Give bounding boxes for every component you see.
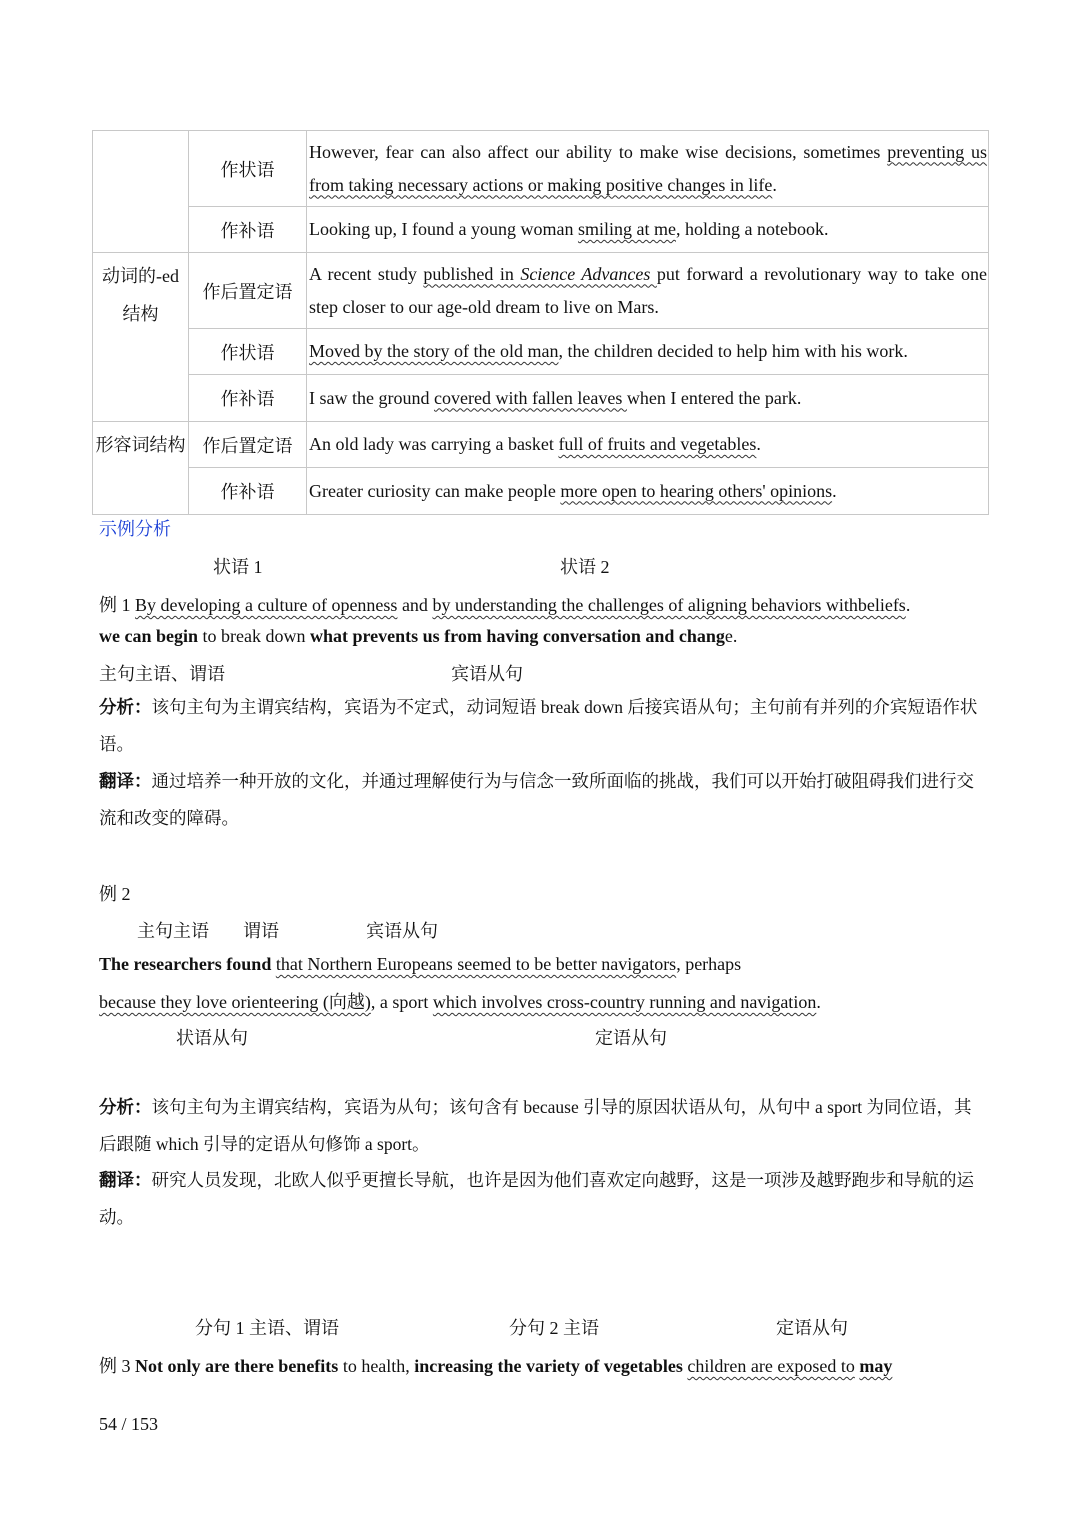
underlined-phrase: Moved by the story of the old man	[309, 341, 559, 361]
example-label: 例 3	[99, 1356, 135, 1376]
translation-text: 通过培养一种开放的文化，并通过理解使行为与信念一致所面临的挑战，我们可以开始打破阻碍我们进行交流和改变的障碍。	[99, 771, 974, 828]
underlined-phrase: Science Advances	[520, 263, 657, 284]
plain-text: , a sport	[370, 992, 433, 1012]
example-cell	[307, 329, 989, 375]
analysis-text: 该句主句为主谓宾结构，宾语为不定式，动词短语 break down 后接宾语从句；主句前有并列的介宾短语作状语。	[99, 697, 978, 754]
underlined-phrase: By developing a culture of openness	[135, 595, 398, 615]
annotation-attributive-clause: 定语从句	[595, 1028, 667, 1048]
annotation-object-clause: 宾语从句	[366, 921, 438, 941]
translation-label: 翻译：	[99, 1170, 152, 1190]
example-2-line-1	[99, 954, 741, 975]
function-cell: 作后置定语	[189, 422, 307, 468]
analysis-label: 分析：	[99, 1097, 152, 1117]
plain-text: , perhaps	[676, 954, 742, 974]
example-1-translation	[99, 763, 984, 837]
annotation-attributive-clause: 定语从句	[776, 1318, 848, 1338]
table-row	[93, 131, 989, 207]
category-cell	[93, 131, 189, 253]
example-text: .	[756, 434, 761, 454]
connector-text: and	[397, 595, 433, 615]
example-1-line-1	[99, 591, 910, 617]
example-2-title: 例 2	[99, 884, 131, 904]
example-cell	[307, 468, 989, 515]
bold-phrase: we can begin	[99, 626, 198, 646]
function-cell: 作状语	[189, 131, 307, 207]
underlined-phrase: children are exposed to	[687, 1356, 855, 1376]
function-cell: 作后置定语	[189, 253, 307, 329]
example-cell	[307, 375, 989, 422]
punctuation: .	[816, 992, 821, 1012]
underlined-phrase: full of fruits and vegetables	[558, 434, 757, 454]
table-row	[93, 468, 989, 515]
example-text: An old lady was carrying a basket	[309, 434, 559, 454]
analysis-text: 该句主句为主谓宾结构，宾语为从句；该句含有 because 引导的原因状语从句，从句中 a sport 为同位语，其后跟随 which 引导的定语从句修饰 a sport。	[99, 1097, 972, 1154]
underlined-phrase: that Northern Europeans seemed to be better navigators	[275, 954, 677, 974]
bold-phrase: what prevents us from having conversation and chang	[309, 626, 725, 646]
underlined-phrase: which involves cross-country running and navigation	[432, 992, 817, 1012]
example-text: I saw the ground	[309, 387, 434, 408]
bold-phrase: increasing the variety of vegetables	[414, 1356, 683, 1376]
category-cell: 动词的-ed结构	[93, 253, 189, 422]
function-cell: 作补语	[189, 375, 307, 422]
annotation-adverbial-1: 状语 1	[213, 557, 263, 577]
table-row	[93, 207, 989, 253]
example-3-line-1	[99, 1352, 892, 1378]
table-row	[93, 253, 989, 329]
annotation-adverbial-clause: 状语从句	[176, 1028, 248, 1048]
example-cell	[307, 422, 989, 468]
punctuation: .	[905, 595, 911, 615]
underlined-phrase: preventing us from taking necessary actions or making positive changes in life	[309, 141, 987, 195]
example-cell	[307, 131, 989, 207]
table-row	[93, 422, 989, 468]
example-label: 例 1	[99, 595, 135, 615]
bold-phrase: may	[859, 1356, 893, 1376]
annotation-adverbial-2: 状语 2	[560, 557, 610, 577]
plain-text: to break down	[198, 626, 310, 646]
example-2-translation	[99, 1162, 984, 1236]
example-text: .	[832, 480, 837, 501]
underlined-phrase: by understanding the challenges of aligning behaviors withbeliefs	[432, 595, 906, 615]
example-2-line-2	[99, 988, 821, 1014]
example-text: , the children decided to help him with his work.	[558, 341, 908, 361]
function-cell: 作状语	[189, 329, 307, 375]
table-row	[93, 329, 989, 375]
annotation-predicate: 谓语	[243, 921, 279, 941]
example-text: , holding a notebook.	[675, 219, 829, 239]
example-text: Greater curiosity can make people	[309, 480, 561, 501]
example-cell	[307, 207, 989, 253]
translation-text: 研究人员发现，北欧人似乎更擅长导航，也许是因为他们喜欢定向越野，这是一项涉及越野跑步和导航的运动。	[99, 1170, 974, 1227]
example-text: Looking up, I found a young woman	[309, 219, 578, 239]
annotation-main-subject: 主句主语	[137, 921, 209, 941]
plain-text: to health,	[338, 1356, 415, 1376]
analysis-label: 分析：	[99, 697, 152, 717]
example-1-line-2	[99, 626, 737, 647]
grammar-table	[92, 130, 989, 515]
example-1-analysis	[99, 689, 984, 763]
annotation-object-clause: 宾语从句	[451, 664, 523, 684]
plain-text: e.	[724, 626, 738, 646]
underlined-phrase: because they love orienteering (向越)	[99, 992, 371, 1012]
page-number: 54 / 153	[99, 1414, 159, 1434]
example-text: A recent study	[309, 263, 424, 284]
example-text: put forward a revolutionary way to take one step closer to our age-old dream to live on Mars.	[309, 263, 988, 317]
section-title: 示例分析	[99, 519, 171, 539]
example-text: However, fear can also affect our ability to make wise decisions, sometimes	[309, 141, 888, 162]
category-cell: 形容词结构	[93, 422, 189, 515]
bold-phrase: Not only are there benefits	[135, 1356, 339, 1376]
example-text: .	[772, 174, 777, 195]
example-text: when I entered the park.	[626, 387, 802, 408]
translation-label: 翻译：	[99, 771, 152, 791]
example-2-analysis	[99, 1089, 984, 1163]
underlined-phrase: more open to hearing others' opinions	[560, 480, 833, 501]
example-cell	[307, 253, 989, 329]
underlined-phrase: published in	[423, 263, 521, 284]
table-row	[93, 375, 989, 422]
function-cell: 作补语	[189, 468, 307, 515]
function-cell: 作补语	[189, 207, 307, 253]
annotation-main-subject-predicate: 主句主语、谓语	[99, 664, 225, 684]
underlined-phrase: smiling at me	[577, 219, 676, 239]
annotation-clause-2-subject: 分句 2 主语	[509, 1318, 599, 1338]
annotation-clause-1-subject-predicate: 分句 1 主语、谓语	[195, 1318, 339, 1338]
bold-phrase: The researchers found	[99, 954, 272, 974]
underlined-phrase: covered with fallen leaves	[433, 387, 627, 408]
